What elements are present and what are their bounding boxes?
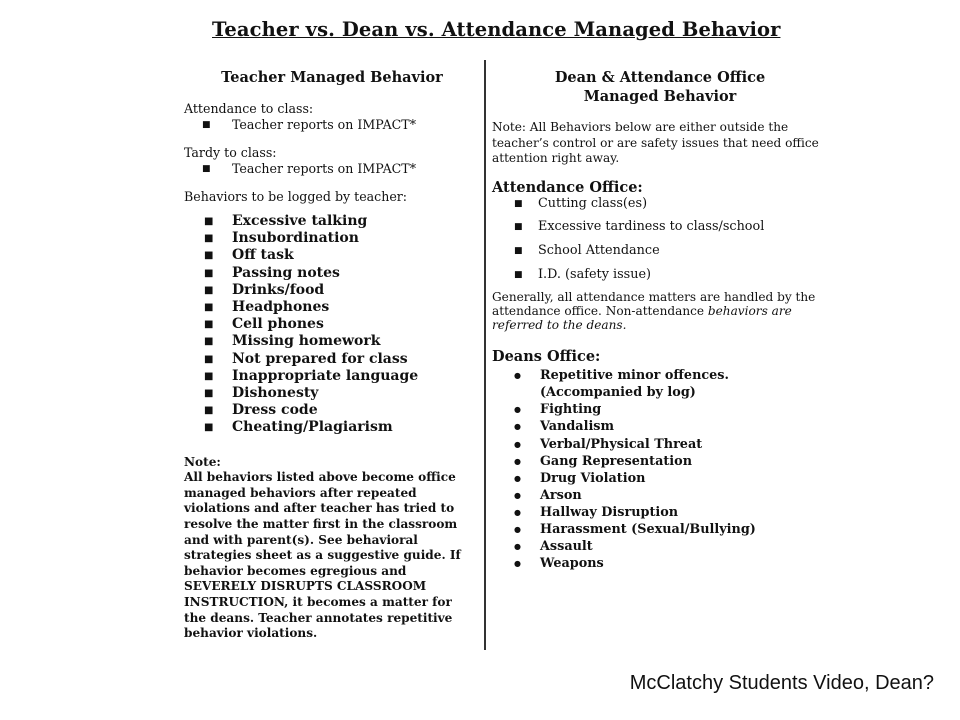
logged-label: Behaviors to be logged by teacher:	[184, 189, 408, 204]
general-note-italic: behaviors are referred to the deans.	[492, 304, 792, 333]
attendance-label: Attendance to class:	[184, 101, 314, 116]
list-item: ● Fighting	[514, 401, 828, 418]
item-subtext: (Accompanied by log)	[540, 385, 696, 401]
slide-caption: McClatchy Students Video, Dean?	[629, 672, 934, 694]
list-item: ■ Drinks/food	[204, 282, 480, 299]
list-item: ● Verbal/Physical Threat	[514, 436, 828, 453]
tardy-list	[184, 161, 480, 177]
document-page	[148, 8, 832, 648]
list-item: ● Weapons	[514, 555, 828, 572]
attendance-office-heading: Attendance Office:	[492, 178, 643, 196]
list-item: ■ Headphones	[204, 299, 480, 316]
attendance-list	[184, 117, 480, 133]
list-item: ■ Inappropriate language	[204, 368, 480, 385]
note-label: Note:	[184, 454, 221, 469]
dean-note: Note: All Behaviors below are either outside the teacher’s control or are safety issues that need office attention right away.	[492, 120, 819, 166]
general-note	[492, 290, 828, 332]
dean-attendance-column	[492, 68, 828, 572]
teacher-note	[184, 455, 474, 642]
dean-heading-line1: Dean & Attendance Office	[554, 69, 766, 86]
behavior-list	[184, 213, 480, 437]
deans-office-list	[492, 367, 828, 572]
list-item: ■ Dishonesty	[204, 385, 480, 402]
document-title: Teacher vs. Dean vs. Attendance Managed Behavior	[212, 18, 781, 41]
teacher-heading: Teacher Managed Behavior	[221, 69, 443, 86]
item-text: Repetitive minor offences.	[540, 368, 729, 384]
list-item: ■ Cheating/Plagiarism	[204, 419, 480, 436]
note-text: All behaviors listed above become office managed behaviors after repeated violations and after teacher has tried to resolve the matter first in the classroom and with parent(s). See behavioral strategies sheet as a suggestive guide. If behavior becomes egregious and SEVERELY DISRUPTS CLASSROOM INSTRUCTION, it becomes a matter for the deans. Teacher annotates repetitive behavior violations.	[184, 470, 461, 641]
attendance-office-list	[492, 196, 828, 283]
list-item: ● Arson	[514, 487, 828, 504]
teacher-column	[184, 68, 480, 642]
deans-office-heading: Deans Office:	[492, 348, 601, 366]
list-item: ● Gang Representation	[514, 453, 828, 470]
list-item: ■ Cutting class(es)	[514, 196, 828, 212]
list-item: ● Vandalism	[514, 418, 828, 435]
list-item: ● Hallway Disruption	[514, 504, 828, 521]
list-item: ■ Dress code	[204, 402, 480, 419]
list-item: ■ Cell phones	[204, 316, 480, 333]
list-item: ■ Off task	[204, 247, 480, 264]
list-item: ■ Teacher reports on IMPACT*	[202, 161, 480, 177]
list-item: ■ Passing notes	[204, 265, 480, 282]
list-item: ● Drug Violation	[514, 470, 828, 487]
list-item: ■ Excessive tardiness to class/school	[514, 219, 828, 235]
dean-heading-line2: Managed Behavior	[583, 88, 737, 105]
list-item: ■ Insubordination	[204, 230, 480, 247]
list-item	[514, 367, 828, 401]
list-item: ■ I.D. (safety issue)	[514, 267, 828, 283]
general-note-text: Generally, all attendance matters are handled by the attendance office. Non-attendance	[492, 290, 816, 319]
list-item: ● Harassment (Sexual/Bullying)	[514, 521, 828, 538]
list-item: ■ Teacher reports on IMPACT*	[202, 117, 480, 133]
list-item: ■ Not prepared for class	[204, 351, 480, 368]
list-item: ● Assault	[514, 538, 828, 555]
column-divider	[484, 60, 486, 650]
list-item: ■ Excessive talking	[204, 213, 480, 230]
tardy-label: Tardy to class:	[184, 145, 277, 160]
list-item: ■ Missing homework	[204, 333, 480, 350]
list-item: ■ School Attendance	[514, 243, 828, 259]
